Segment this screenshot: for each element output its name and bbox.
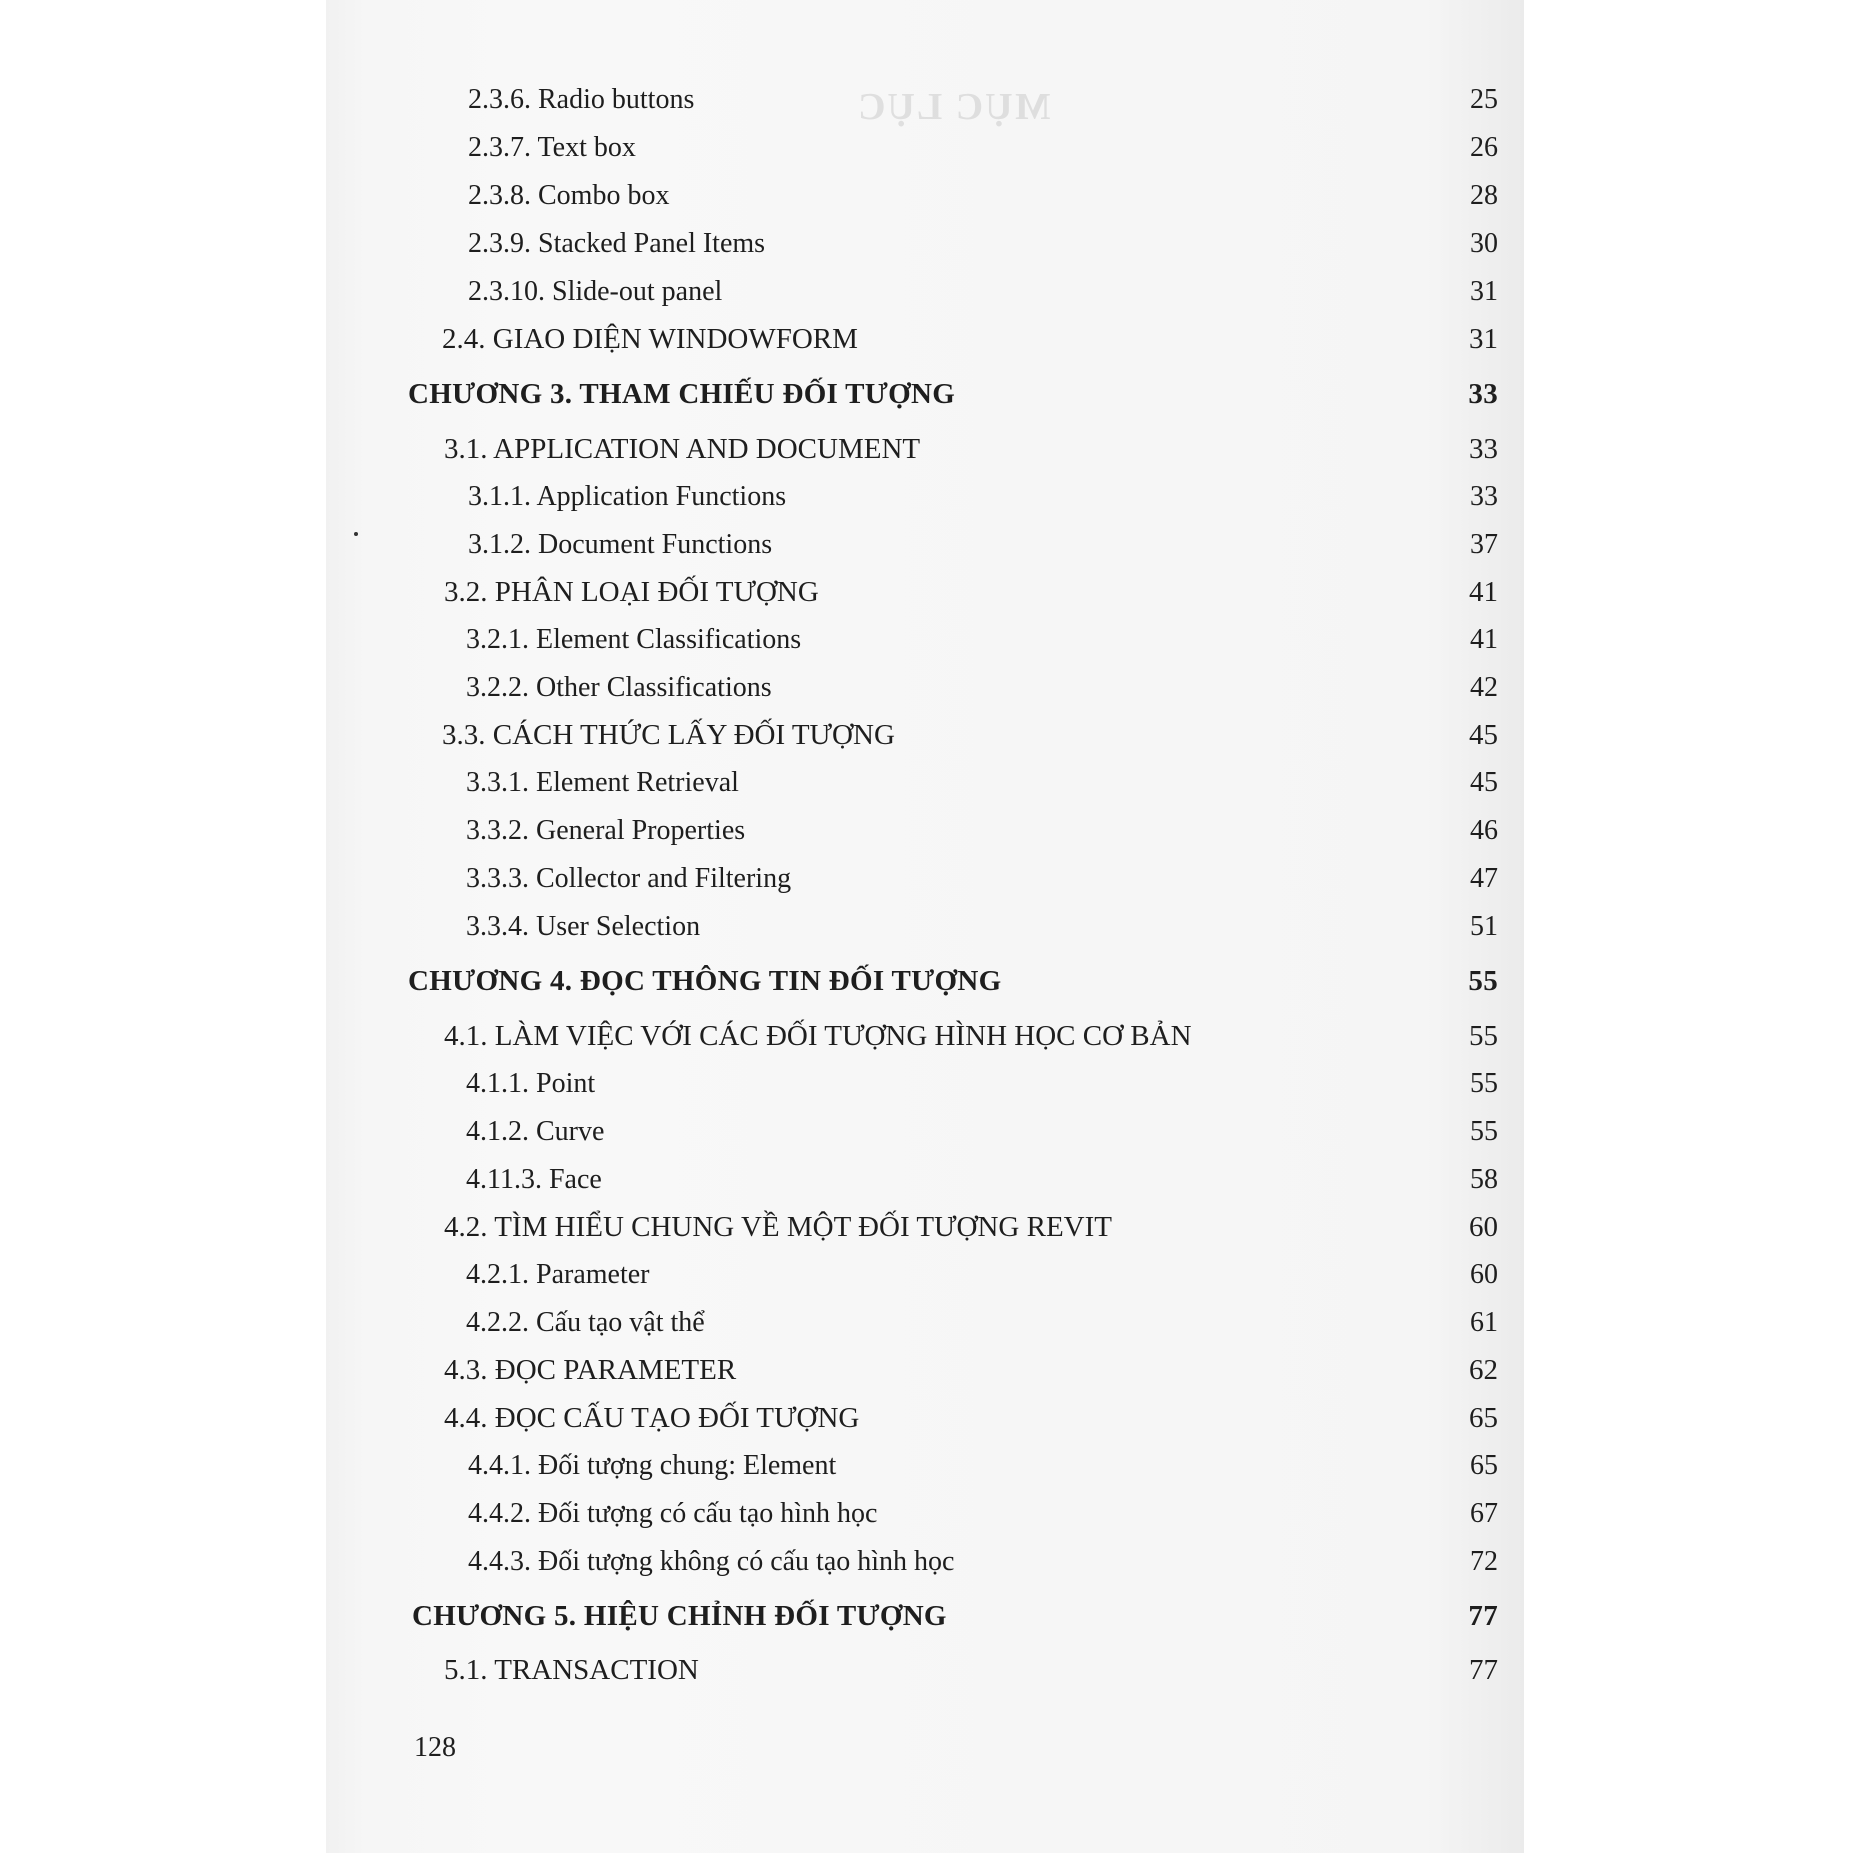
toc-entry-title: 3.1.2. Document Functions (468, 529, 773, 560)
toc-entry-title: 3.1. APPLICATION AND DOCUMENT (444, 433, 921, 465)
toc-entry (466, 767, 1498, 799)
toc-entry (444, 1354, 1498, 1387)
toc-entry-page: 62 (1469, 1354, 1498, 1386)
toc-entry-title: 3.3.2. General Properties (466, 815, 746, 846)
toc-entry-page: 77 (1468, 1600, 1498, 1632)
toc-entry-title: 2.3.7. Text box (468, 132, 636, 163)
toc-entry-title: 4.1.2. Curve (466, 1116, 605, 1147)
toc-entry-page: 33 (1470, 481, 1498, 512)
toc-entry (444, 576, 1498, 609)
toc-entry (444, 433, 1498, 466)
toc-entry-title: 4.4.3. Đối tượng không có cấu tạo hình học (468, 1546, 955, 1577)
toc-entry (444, 1402, 1498, 1435)
toc-entry (468, 529, 1498, 561)
toc-entry (466, 624, 1498, 656)
toc-entry-page: 31 (1470, 276, 1498, 307)
toc-entry-title: 3.1.1. Application Functions (468, 481, 787, 512)
toc-entry-page: 65 (1470, 1450, 1498, 1481)
toc-entry-title: CHƯƠNG 5. HIỆU CHỈNH ĐỐI TƯỢNG (412, 1600, 947, 1632)
toc-entry (468, 180, 1498, 212)
toc-entry-title: 3.2.2. Other Classifications (466, 672, 772, 703)
toc-entry-title: 2.3.10. Slide-out panel (468, 276, 723, 307)
toc-entry-title: 4.4.1. Đối tượng chung: Element (468, 1450, 837, 1481)
toc-entry (444, 1211, 1498, 1244)
page-number: 128 (414, 1732, 456, 1763)
toc-entry-page: 37 (1470, 529, 1498, 560)
toc-entry-page: 42 (1470, 672, 1498, 703)
toc-entry-title: 4.1.1. Point (466, 1068, 596, 1099)
toc-entry-title: 2.3.8. Combo box (468, 180, 670, 211)
toc-entry (466, 1164, 1498, 1196)
toc-entry-page: 65 (1469, 1402, 1498, 1434)
toc-entry-page: 55 (1470, 1068, 1498, 1099)
table-of-contents (326, 0, 1524, 1853)
toc-entry-page: 31 (1469, 323, 1498, 355)
toc-entry-page: 60 (1470, 1259, 1498, 1290)
toc-entry-title: 2.4. GIAO DIỆN WINDOWFORM (442, 323, 858, 355)
toc-entry (466, 672, 1498, 704)
toc-entry-page: 58 (1470, 1164, 1498, 1195)
toc-entry-page: 41 (1469, 576, 1498, 608)
toc-entry-title: 2.3.6. Radio buttons (468, 84, 695, 115)
toc-entry (468, 228, 1498, 260)
toc-entry-title: 4.2.2. Cấu tạo vật thể (466, 1307, 705, 1338)
toc-entry-page: 33 (1468, 378, 1498, 410)
toc-entry (466, 1116, 1498, 1148)
toc-entry-page: 77 (1469, 1654, 1498, 1686)
toc-entry (466, 1259, 1498, 1291)
toc-entry-page: 33 (1469, 433, 1498, 465)
toc-entry (468, 1450, 1498, 1482)
toc-entry (468, 1498, 1498, 1530)
toc-entry (466, 1068, 1498, 1100)
toc-entry-title: 4.2. TÌM HIỂU CHUNG VỀ MỘT ĐỐI TƯỢNG REVIT (444, 1211, 1112, 1243)
toc-entry-title: 4.1. LÀM VIỆC VỚI CÁC ĐỐI TƯỢNG HÌNH HỌC CƠ BẢN (444, 1020, 1192, 1052)
book-page (326, 0, 1524, 1853)
toc-chapter-entry (412, 1600, 1498, 1633)
toc-entry-page: 55 (1468, 965, 1498, 997)
toc-entry-page: 25 (1470, 84, 1498, 115)
toc-entry-page: 46 (1470, 815, 1498, 846)
toc-chapter-entry (408, 965, 1498, 998)
toc-entry-title: 3.3.1. Element Retrieval (466, 767, 739, 798)
toc-entry-title: CHƯƠNG 3. THAM CHIẾU ĐỐI TƯỢNG (408, 378, 956, 410)
toc-entry-page: 55 (1469, 1020, 1498, 1052)
toc-entry-title: 4.11.3. Face (466, 1164, 602, 1195)
print-speck (354, 532, 358, 536)
toc-entry (466, 1307, 1498, 1339)
bleed-through-title: MỤC LỤC (856, 86, 1051, 128)
toc-entry-page: 67 (1470, 1498, 1498, 1529)
toc-entry-page: 55 (1470, 1116, 1498, 1147)
toc-entry-page: 72 (1470, 1546, 1498, 1577)
toc-entry-title: CHƯƠNG 4. ĐỌC THÔNG TIN ĐỐI TƯỢNG (408, 965, 1002, 997)
toc-entry-title: 4.4.2. Đối tượng có cấu tạo hình học (468, 1498, 878, 1529)
toc-entry-title: 3.2.1. Element Classifications (466, 624, 802, 655)
toc-entry (466, 863, 1498, 895)
toc-entry-page: 45 (1469, 719, 1498, 751)
toc-entry (468, 132, 1498, 164)
toc-entry-page: 30 (1470, 228, 1498, 259)
toc-entry-page: 26 (1470, 132, 1498, 163)
toc-entry (466, 815, 1498, 847)
toc-entry-page: 51 (1470, 911, 1498, 942)
toc-entry (468, 481, 1498, 513)
toc-entry-title: 5.1. TRANSACTION (444, 1654, 699, 1686)
toc-chapter-entry (408, 378, 1498, 411)
toc-entry (444, 1020, 1498, 1053)
toc-entry (468, 1546, 1498, 1578)
toc-entry-page: 47 (1470, 863, 1498, 894)
toc-entry-page: 61 (1470, 1307, 1498, 1338)
toc-entry (444, 1654, 1498, 1687)
toc-entry (466, 911, 1498, 943)
toc-entry-page: 45 (1470, 767, 1498, 798)
toc-entry-title: 3.3.3. Collector and Filtering (466, 863, 792, 894)
toc-entry-title: 3.3.4. User Selection (466, 911, 701, 942)
toc-entry-title: 3.3. CÁCH THỨC LẤY ĐỐI TƯỢNG (442, 719, 895, 751)
toc-entry (442, 719, 1498, 752)
toc-entry-title: 2.3.9. Stacked Panel Items (468, 228, 766, 259)
toc-entry (468, 84, 1498, 116)
toc-entry-title: 4.3. ĐỌC PARAMETER (444, 1354, 737, 1386)
toc-entry-title: 4.2.1. Parameter (466, 1259, 650, 1290)
toc-entry (468, 276, 1498, 308)
toc-entry-page: 41 (1470, 624, 1498, 655)
toc-entry-title: 4.4. ĐỌC CẤU TẠO ĐỐI TƯỢNG (444, 1402, 860, 1434)
toc-entry-title: 3.2. PHÂN LOẠI ĐỐI TƯỢNG (444, 576, 819, 608)
toc-entry (442, 323, 1498, 356)
toc-entry-page: 28 (1470, 180, 1498, 211)
toc-entry-page: 60 (1469, 1211, 1498, 1243)
